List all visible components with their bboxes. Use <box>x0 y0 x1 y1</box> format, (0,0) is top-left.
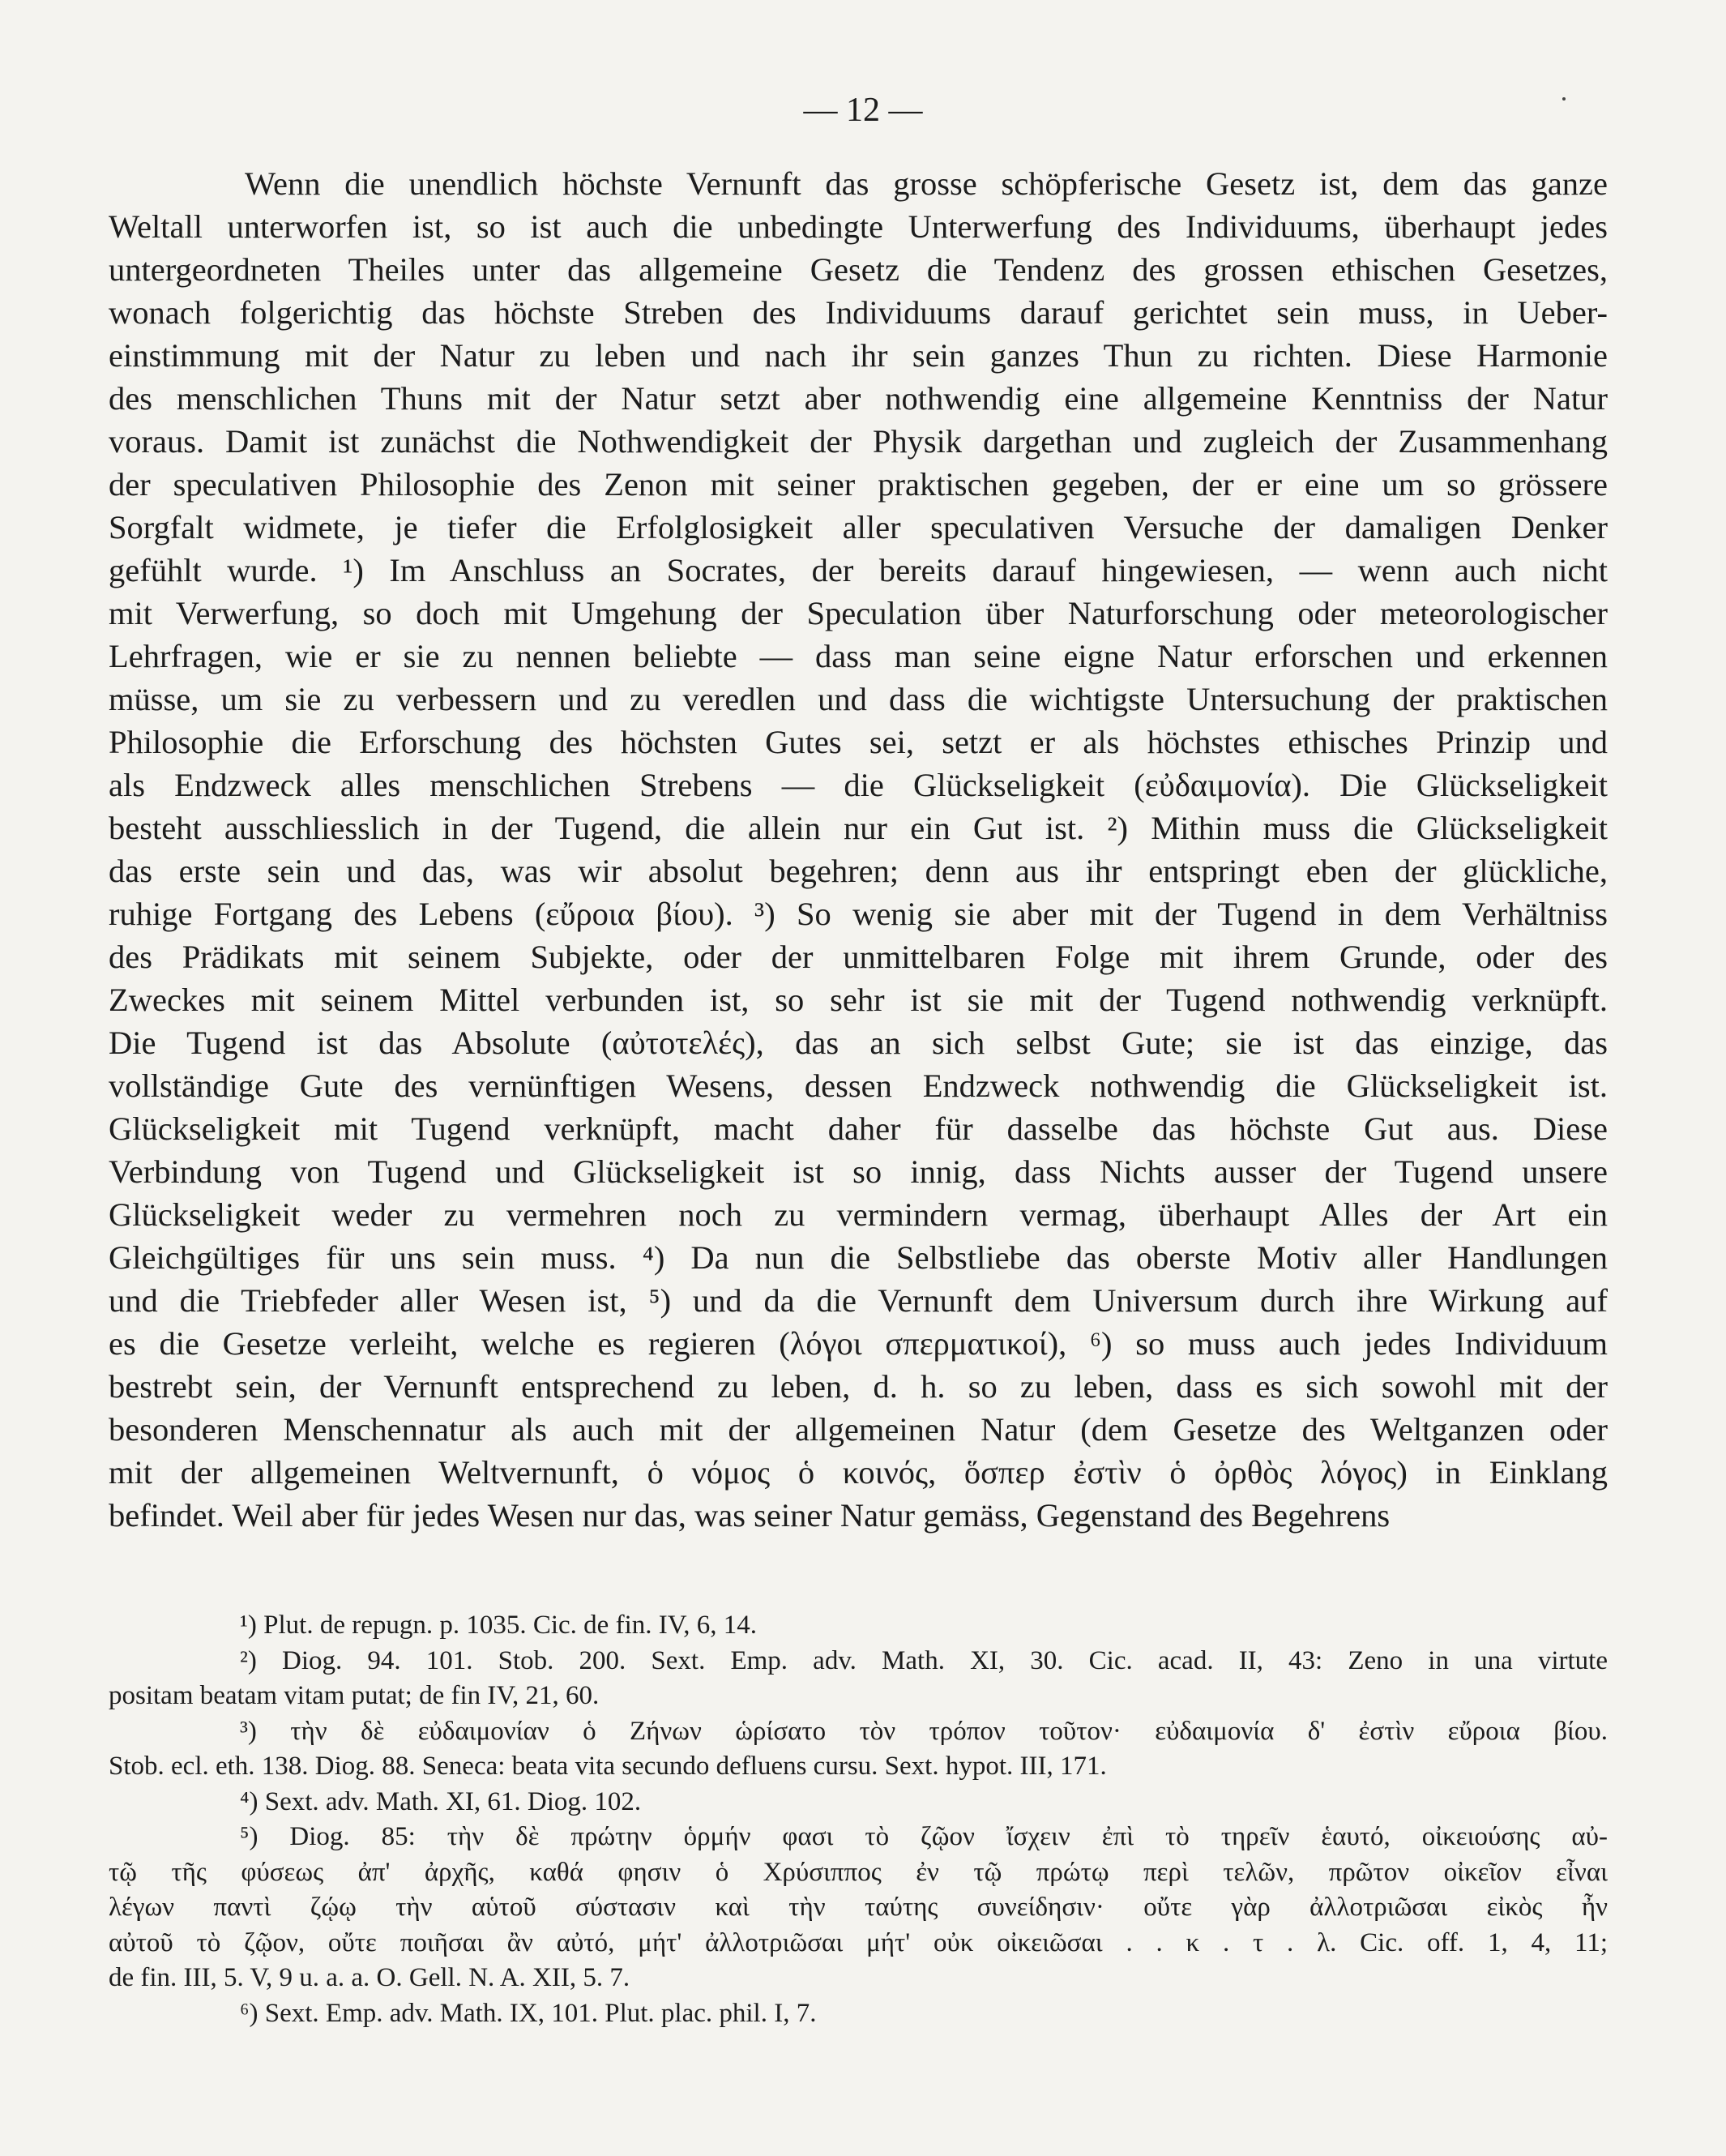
body-line: besonderen Menschennatur als auch mit der allgemeinen Natur (dem Gesetze des Weltganzen oder <box>109 1411 1608 1448</box>
footnote-line: ⁶) Sext. Emp. adv. Math. IX, 101. Plut. plac. phil. I, 7. <box>240 1998 817 2028</box>
body-line: des Prädikats mit seinem Subjekte, oder der unmittelbaren Folge mit ihrem Grunde, oder des <box>109 939 1608 975</box>
footnote <box>109 1996 1608 2032</box>
body-line: Lehrfragen, wie er sie zu nennen beliebte — dass man seine eigne Natur erforschen und erkennen <box>109 638 1608 674</box>
footnote-line: ⁵) Diog. 85: τὴν δὲ πρώτην ὁρμήν φασι τὸ ζῷον ἴσχειν ἐπὶ τὸ τηρεῖν ἑαυτό, οἰκειούσης αὐ- <box>240 1822 1608 1851</box>
body-line: Verbindung von Tugend und Glückseligkeit ist so innig, dass Nichts ausser der Tugend unsere <box>109 1153 1608 1190</box>
body-line: Weltall unterworfen ist, so ist auch die unbedingte Unterwerfung des Individuums, überhaupt jedes <box>109 208 1608 245</box>
footnote-line: αὐτοῦ τὸ ζῷον, οὔτε ποιῆσαι ἂν αὐτό, μήτ' ἀλλοτριῶσαι μήτ' οὐκ οἰκειῶσαι . . κ . τ . λ. Cic. off. 1, 4, 11; <box>109 1927 1608 1957</box>
body-line: befindet. Weil aber für jedes Wesen nur das, was seiner Natur gemäss, Gegenstand des Begehrens <box>109 1497 1391 1534</box>
body-line: mit der allgemeinen Weltvernunft, ὁ νόμος ὁ κοινός, ὅσπερ ἐστὶν ὁ ὀρθὸς λόγος) in Einklang <box>109 1454 1608 1491</box>
page-number: — 12 — <box>803 92 923 129</box>
footnote-line: ²) Diog. 94. 101. Stob. 200. Sext. Emp. adv. Math. XI, 30. Cic. acad. II, 43: Zeno in una virtute <box>240 1645 1608 1675</box>
body-line: bestrebt sein, der Vernunft entsprechend zu leben, d. h. so zu leben, dass es sich sowohl mit der <box>109 1368 1608 1405</box>
body-line: es die Gesetze verleiht, welche es regieren (λόγοι σπερματικοί), ⁶) so muss auch jedes Individuum <box>109 1325 1608 1362</box>
body-line: das erste sein und das, was wir absolut begehren; denn aus ihr entspringt eben der glückliche, <box>109 853 1608 889</box>
footnote-line: positam beatam vitam putat; de fin IV, 21, 60. <box>109 1681 600 1710</box>
footnote <box>109 1644 1608 1714</box>
body-line: voraus. Damit ist zunächst die Nothwendigkeit der Physik dargethan und zugleich der Zusammenhang <box>109 423 1608 460</box>
body-line: und die Triebfeder aller Wesen ist, ⁵) und da die Vernunft dem Universum durch ihre Wirkung auf <box>109 1282 1608 1319</box>
footnote-line: ¹) Plut. de repugn. p. 1035. Cic. de fin. IV, 6, 14. <box>240 1611 758 1640</box>
body-line: untergeordneten Theiles unter das allgemeine Gesetz die Tendenz des grossen ethischen Gesetzes, <box>109 251 1608 288</box>
body-line: Glückseligkeit mit Tugend verknüpft, macht daher für dasselbe das höchste Gut aus. Diese <box>109 1110 1608 1147</box>
body-line: Wenn die unendlich höchste Vernunft das grosse schöpferische Gesetz ist, dem das ganze <box>245 165 1608 202</box>
body-line: mit Verwerfung, so doch mit Umgehung der Speculation über Naturforschung oder meteorologischer <box>109 595 1608 631</box>
footnotes <box>109 1608 1608 2031</box>
body-line: Philosophie die Erforschung des höchsten Gutes sei, setzt er als höchstes ethisches Prinzip und <box>109 724 1608 760</box>
body-line: müsse, um sie zu verbessern und zu veredlen und dass die wichtigste Untersuchung der praktischen <box>109 681 1608 717</box>
footnote-line: Stob. ecl. eth. 138. Diog. 88. Seneca: beata vita secundo defluens cursu. Sext. hypot. III, 171. <box>109 1752 1107 1781</box>
body-line: wonach folgerichtig das höchste Streben des Individuums darauf gerichtet sein muss, in Ueber- <box>109 294 1608 331</box>
body-line: gefühlt wurde. ¹) Im Anschluss an Socrates, der bereits darauf hingewiesen, — wenn auch nicht <box>109 552 1608 588</box>
body-line: der speculativen Philosophie des Zenon mit seiner praktischen gegeben, der er eine um so grössere <box>109 466 1608 503</box>
body-line: Glückseligkeit weder zu vermehren noch zu vermindern vermag, überhaupt Alles der Art ein <box>109 1196 1608 1233</box>
body-line: einstimmung mit der Natur zu leben und nach ihr sein ganzes Thun zu richten. Diese Harmonie <box>109 337 1608 374</box>
body-line: Die Tugend ist das Absolute (αὐτοτελές), das an sich selbst Gute; sie ist das einzige, das <box>109 1025 1608 1061</box>
footnote <box>109 1608 1608 1644</box>
body-line: als Endzweck alles menschlichen Strebens — die Glückseligkeit (εὐδαιμονία). Die Glückseligkeit <box>109 767 1608 803</box>
footnote <box>109 1820 1608 1996</box>
footnote-line: λέγων παντὶ ζῴῳ τὴν αὑτοῦ σύστασιν καὶ τὴν ταύτης συνείδησιν· οὔτε γὰρ ἀλλοτριῶσαι εἰκὸς ἦν <box>109 1893 1608 1922</box>
footnote-line: de fin. III, 5. V, 9 u. a. a. O. Gell. N. A. XII, 5. 7. <box>109 1963 630 1992</box>
body-line: des menschlichen Thuns mit der Natur setzt aber nothwendig eine allgemeine Kenntniss der Natur <box>109 380 1608 417</box>
body-line: vollständige Gute des vernünftigen Wesens, dessen Endzweck nothwendig die Glückseligkeit ist. <box>109 1067 1608 1104</box>
footnote-line: τῷ τῆς φύσεως ἀπ' ἀρχῆς, καθά φησιν ὁ Χρύσιππος ἐν τῷ πρώτῳ περὶ τελῶν, πρῶτον οἰκεῖον εἶναι <box>109 1857 1608 1887</box>
footnote <box>109 1785 1608 1820</box>
body-line: Sorgfalt widmete, je tiefer die Erfolglosigkeit aller speculativen Versuche der damaligen Denker <box>109 509 1608 545</box>
body-line: ruhige Fortgang des Lebens (εὔροια βίου). ³) So wenig sie aber mit der Tugend in dem Verhältniss <box>109 896 1608 932</box>
body-line: Zweckes mit seinem Mittel verbunden ist, so sehr ist sie mit der Tugend nothwendig verknüpft. <box>109 982 1608 1018</box>
body-text <box>109 162 1608 1537</box>
footnote-line: ³) τὴν δὲ εὐδαιμονίαν ὁ Ζήνων ὡρίσατο τὸν τρόπον τοῦτον· εὐδαιμονία δ' ἐστὶν εὔροια βίου. <box>240 1716 1608 1746</box>
footnote-line: ⁴) Sext. adv. Math. XI, 61. Diog. 102. <box>240 1786 642 1816</box>
body-line: besteht ausschliesslich in der Tugend, die allein nur ein Gut ist. ²) Mithin muss die Glückseligkeit <box>109 810 1608 846</box>
footnote <box>109 1714 1608 1785</box>
body-line: Gleichgültiges für uns sein muss. ⁴) Da nun die Selbstliebe das oberste Motiv aller Handlungen <box>109 1239 1608 1276</box>
